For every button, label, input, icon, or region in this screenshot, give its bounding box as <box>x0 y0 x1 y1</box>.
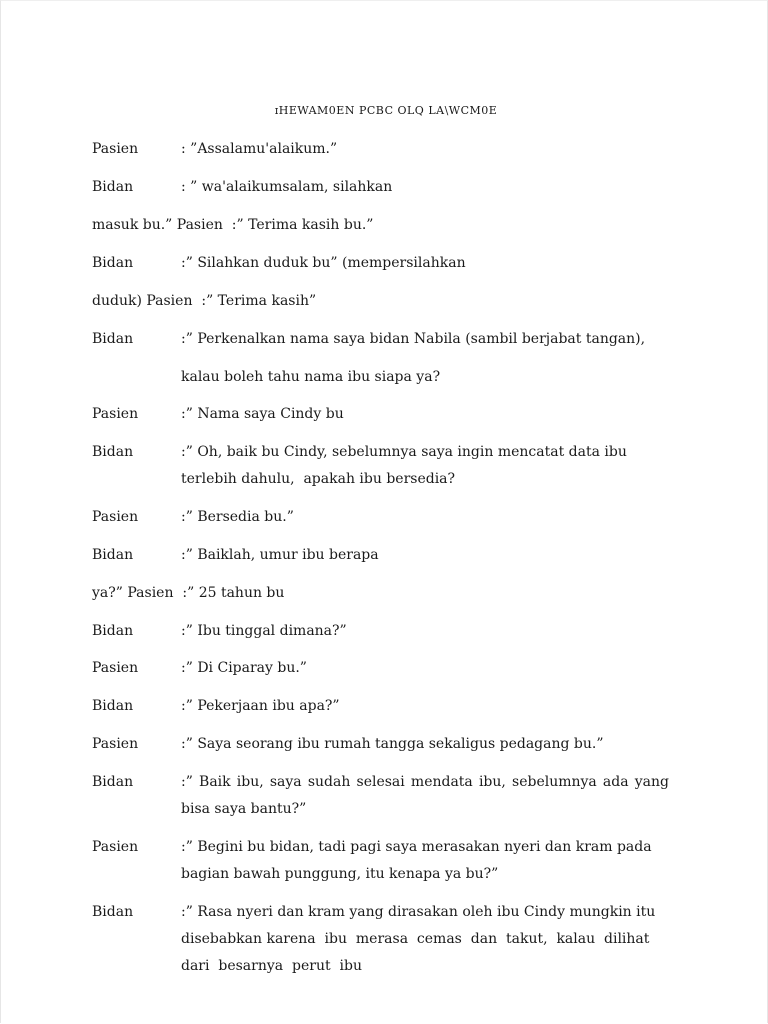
dialogue-continuation: disebabkan karena ibu merasa cemas dan takut, kalau dilihat <box>181 931 650 947</box>
speaker-label: Pasien <box>92 660 139 676</box>
dialogue-text: :” Baik ibu, saya sudah selesai mendata ibu, sebelumnya ada yang <box>181 774 669 790</box>
dialogue-line: masuk bu.” Pasien :” Terima kasih bu.” <box>92 217 374 233</box>
dialogue-continuation: dari besarnya perut ibu <box>181 958 362 974</box>
speaker-label: Bidan <box>92 179 134 195</box>
dialogue-text: :” Saya seorang ibu rumah tangga sekaligus pedagang bu.” <box>181 736 604 752</box>
dialogue-text: :” Bersedia bu.” <box>181 509 294 525</box>
speaker-label: Pasien <box>92 406 139 422</box>
dialogue-continuation: kalau boleh tahu nama ibu siapa ya? <box>181 369 441 385</box>
dialogue-text: :” Pekerjaan ibu apa?” <box>181 698 340 714</box>
speaker-label: Pasien <box>92 509 139 525</box>
dialogue-text: :” Silahkan duduk bu” (mempersilahkan <box>181 255 466 271</box>
dialogue-text: :” Rasa nyeri dan kram yang dirasakan oleh ibu Cindy mungkin itu <box>181 904 656 920</box>
dialogue-text: :” Nama saya Cindy bu <box>181 406 344 422</box>
dialogue-text: :” Di Ciparay bu.” <box>181 660 307 676</box>
speaker-label: Pasien <box>92 736 139 752</box>
speaker-label: Bidan <box>92 774 134 790</box>
dialogue-text: :” Baiklah, umur ibu berapa <box>181 547 379 563</box>
dialogue-text: :” Begini bu bidan, tadi pagi saya merasakan nyeri dan kram pada <box>181 839 652 855</box>
speaker-label: Bidan <box>92 698 134 714</box>
document-title: ɪHEWAM0EN PCBC OLQ LA\WCM0E <box>274 104 498 117</box>
dialogue-text: :” Perkenalkan nama saya bidan Nabila (sambil berjabat tangan), <box>181 331 646 347</box>
dialogue-text: : ” wa'alaikumsalam, silahkan <box>181 179 393 195</box>
dialogue-line: duduk) Pasien :” Terima kasih” <box>92 293 317 309</box>
dialogue-continuation: terlebih dahulu, apakah ibu bersedia? <box>181 471 456 487</box>
dialogue-line: ya?” Pasien :” 25 tahun bu <box>92 585 285 601</box>
dialogue-text: :” Ibu tinggal dimana?” <box>181 623 347 639</box>
speaker-label: Bidan <box>92 547 134 563</box>
speaker-label: Bidan <box>92 444 134 460</box>
dialogue-text: :” Oh, baik bu Cindy, sebelumnya saya ingin mencatat data ibu <box>181 444 627 460</box>
dialogue-continuation: bisa saya bantu?” <box>181 801 307 817</box>
speaker-label: Bidan <box>92 904 134 920</box>
speaker-label: Pasien <box>92 141 139 157</box>
dialogue-text: : ”Assalamu'alaikum.” <box>181 141 338 157</box>
speaker-label: Pasien <box>92 839 139 855</box>
dialogue-continuation: bagian bawah punggung, itu kenapa ya bu?” <box>181 866 499 882</box>
speaker-label: Bidan <box>92 623 134 639</box>
speaker-label: Bidan <box>92 331 134 347</box>
speaker-label: Bidan <box>92 255 134 271</box>
